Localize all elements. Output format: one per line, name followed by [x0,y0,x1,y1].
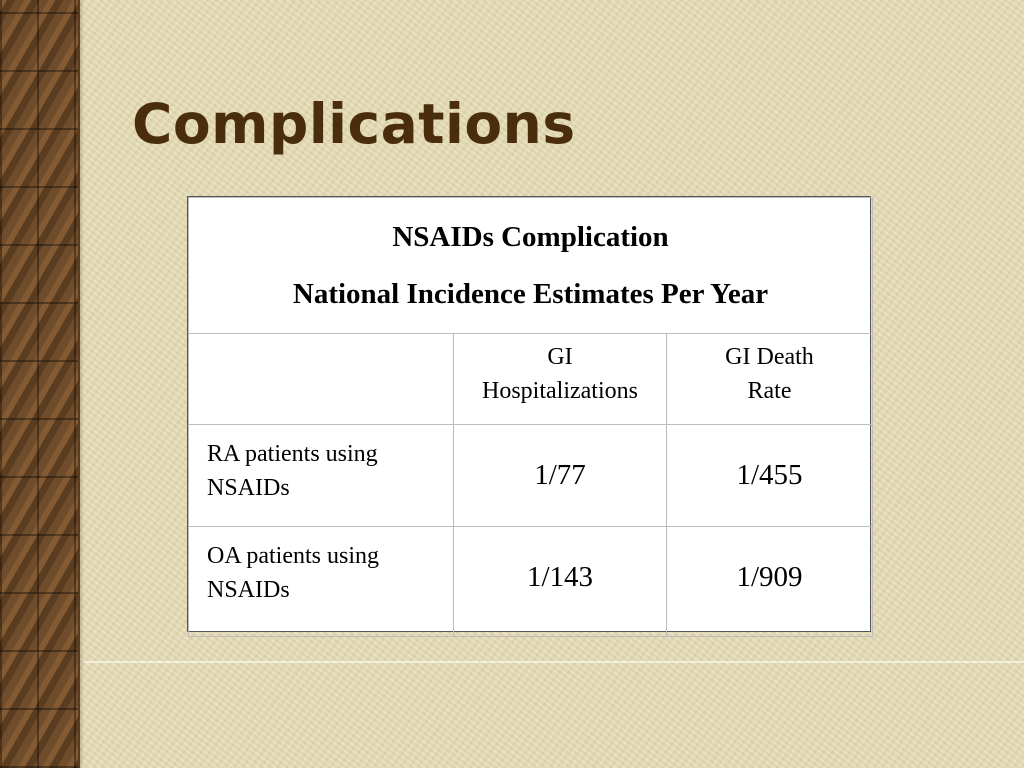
gi-death-rate-value: 1/909 [667,527,873,637]
gi-hospitalizations-value: 1/143 [454,527,667,637]
row-label-line: NSAIDs [207,475,290,501]
column-header-line: GI [547,344,573,370]
column-header-line: Hospitalizations [482,378,638,404]
column-header-gi-hospitalizations [454,334,667,425]
row-label-line: OA patients using [207,543,379,569]
gi-death-rate-value: 1/455 [667,425,873,527]
row-label [189,527,454,637]
page-title: Complications [132,92,576,156]
row-label-line: NSAIDs [207,577,290,603]
row-label [189,425,454,527]
column-header-line: Rate [747,378,792,404]
wood-sidebar [0,0,80,768]
footer-divider [84,661,1024,663]
gi-hospitalizations-value: 1/77 [454,425,667,527]
column-header-line: GI Death [725,344,814,370]
incidence-table [187,196,871,632]
table-row [189,527,873,637]
row-label-line: RA patients using [207,441,378,467]
column-header-empty [189,334,454,425]
table-row [189,425,873,527]
table-title: NSAIDs Complication [392,220,669,253]
table-subtitle: National Incidence Estimates Per Year [292,277,769,310]
table-header [189,198,873,334]
sidebar-shadow [78,0,84,768]
column-header-gi-death-rate [667,334,873,425]
